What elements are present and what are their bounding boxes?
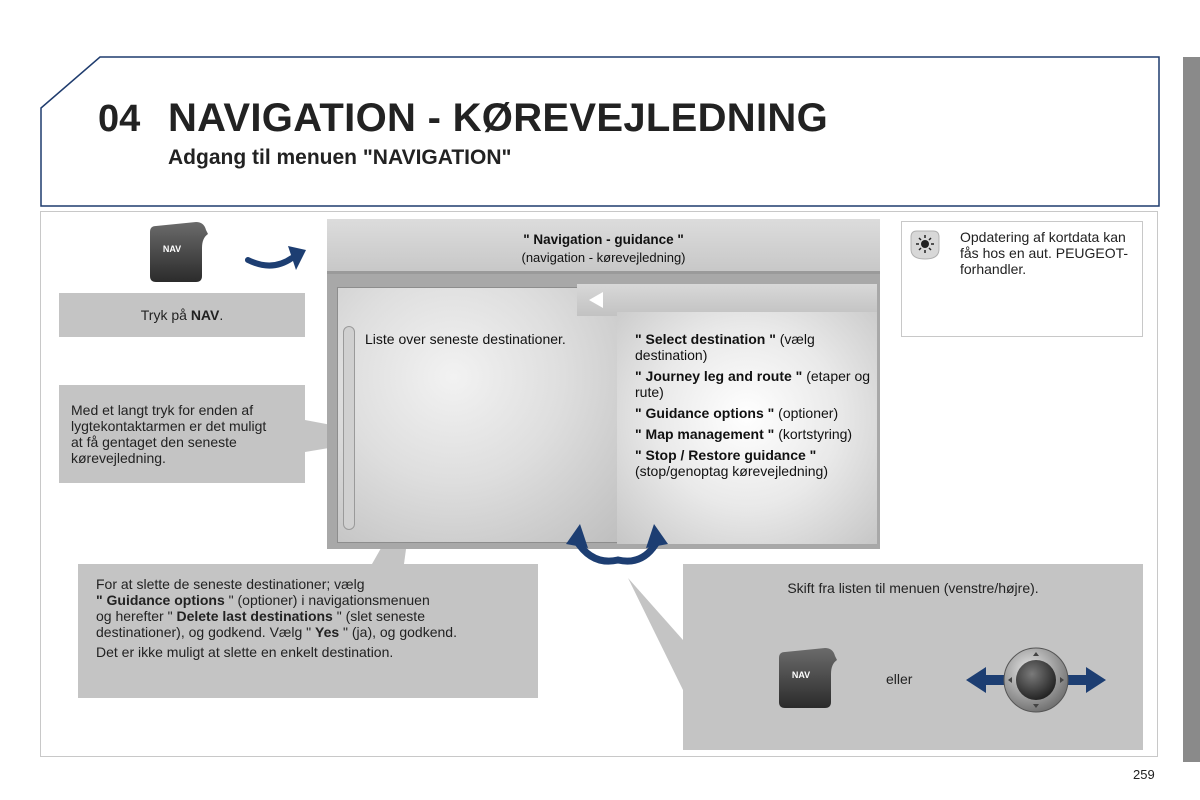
nav-button[interactable] <box>142 220 206 282</box>
or-label: eller <box>886 671 913 687</box>
curved-arrow-icon <box>244 240 310 276</box>
delete-note-box <box>78 564 538 698</box>
menu-item-journey-leg[interactable]: " Journey leg and route " (etaper og rute) <box>635 368 871 400</box>
switch-pane-arrows-icon <box>562 520 672 570</box>
long-press-box <box>59 385 305 483</box>
list-scrollbar[interactable] <box>343 326 355 530</box>
delete-note-line: " Guidance options " (optioner) i navigationsmenuen <box>96 592 430 608</box>
nav-button-2-label: NAV <box>791 670 811 680</box>
delete-note-line: For at slette de seneste destinationer; vælg <box>96 576 365 592</box>
chapter-number: 04 <box>98 98 141 140</box>
delete-note-warning: Det er ikke muligt at slette en enkelt destination. <box>96 644 394 660</box>
press-nav-box <box>59 293 305 337</box>
delete-note-line: og herefter " Delete last destinations " (slet seneste <box>96 608 425 624</box>
navigation-menu <box>635 331 880 484</box>
menu-item-stop-restore[interactable]: " Stop / Restore guidance " (stop/genoptag kørevejledning) <box>635 447 829 479</box>
menu-item-guidance-options[interactable]: " Guidance options " (optioner) <box>635 405 839 421</box>
page-title: NAVIGATION - KØREVEJLEDNING <box>168 96 828 140</box>
switch-note-text: Skift fra listen til menuen (venstre/højre). <box>787 580 1039 596</box>
menu-item-map-management[interactable]: " Map management " (kortstyring) <box>635 426 853 442</box>
delete-note-line: destinationer), og godkend. Vælg " Yes " (ja), og godkend. <box>96 624 457 640</box>
back-arrow-icon[interactable] <box>586 290 606 310</box>
rotary-joystick-icon[interactable] <box>962 645 1110 715</box>
page-number: 259 <box>1133 767 1155 782</box>
screen-title: " Navigation - guidance " <box>523 232 684 247</box>
long-press-note: Med et langt tryk for enden af lygtekontaktarmen er det muligt at få gentaget den seneste kørevejledning. <box>71 402 267 466</box>
screen-subtitle: (navigation - kørevejledning) <box>521 250 686 265</box>
tip-text: Opdatering af kortdata kan fås hos en aut. PEUGEOT-forhandler. <box>960 229 1129 277</box>
menu-item-select-destination[interactable]: " Select destination " (vælg destination) <box>635 331 815 363</box>
press-nav-suffix: . <box>219 307 224 323</box>
nav-button-label: NAV <box>162 244 182 254</box>
destination-list-pane[interactable] <box>337 287 627 543</box>
nav-button-2[interactable] <box>771 646 835 708</box>
screen-title-bar <box>327 219 880 274</box>
destination-list-label: Liste over seneste destinationer. <box>365 331 566 347</box>
page-subtitle: Adgang til menuen "NAVIGATION" <box>168 146 512 169</box>
sun-bulb-icon <box>907 229 941 261</box>
press-nav-key: NAV <box>190 307 220 323</box>
press-nav-prefix: Tryk på <box>140 307 191 323</box>
